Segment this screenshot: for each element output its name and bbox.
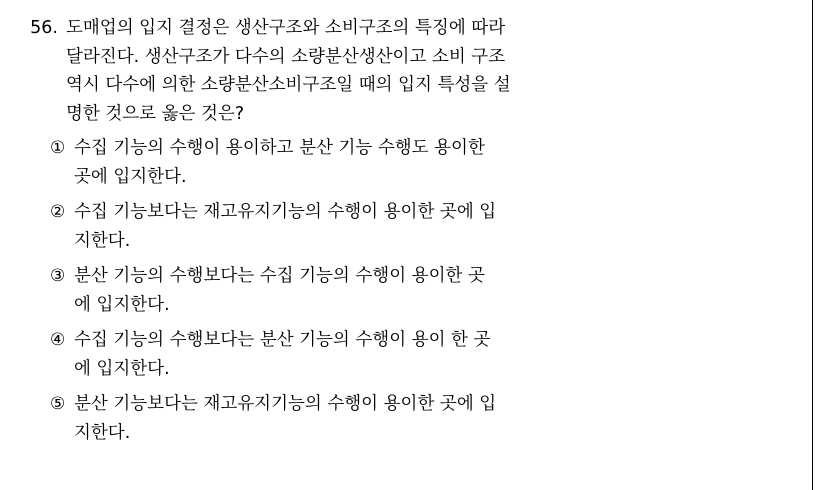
question-number: 56. (30, 18, 58, 38)
column-divider-rule (812, 0, 813, 490)
choice-list (18, 134, 798, 447)
choice-line: 수집 기능의 수행보다는 분산 기능의 수행이 용이 한 곳 (74, 330, 491, 350)
choice-line: 수집 기능의 수행이 용이하고 분산 기능 수행도 용이한 (74, 138, 485, 158)
question-stem-line: 명한 것으로 옳은 것은? (66, 103, 245, 124)
choice-marker: ② (50, 202, 66, 222)
choice-marker: ① (50, 138, 66, 158)
choice-option-2[interactable] (50, 198, 798, 255)
choice-text (74, 326, 798, 383)
choice-text (74, 390, 798, 447)
choice-option-3[interactable] (50, 262, 798, 319)
question-stem (58, 14, 798, 128)
choice-text (74, 262, 798, 319)
choice-line: 분산 기능의 수행보다는 수집 기능의 수행이 용이한 곳 (74, 266, 485, 286)
choice-line: 곳에 입지한다. (74, 166, 187, 187)
choice-text (74, 198, 798, 255)
choice-marker: ⑤ (50, 394, 66, 414)
choice-option-4[interactable] (50, 326, 798, 383)
choice-option-5[interactable] (50, 390, 798, 447)
choice-marker: ④ (50, 330, 66, 350)
choice-line: 지한다. (74, 422, 131, 443)
choice-text (74, 134, 798, 191)
question-block (18, 14, 798, 454)
choice-marker: ③ (50, 266, 66, 286)
question-stem-line: 도매업의 입지 결정은 생산구조와 소비구조의 특징에 따라 (66, 18, 506, 38)
choice-line: 분산 기능보다는 재고유지기능의 수행이 용이한 곳에 입 (74, 394, 497, 414)
choice-line: 에 입지한다. (74, 294, 170, 315)
question-stem-row (18, 14, 798, 128)
question-stem-line: 역시 다수에 의한 소량분산소비구조일 때의 입지 특성을 설 (66, 75, 511, 95)
choice-line: 지한다. (74, 230, 131, 251)
choice-line: 에 입지한다. (74, 358, 170, 379)
question-stem-line: 달라진다. 생산구조가 다수의 소량분산생산이고 소비 구조 (66, 46, 506, 67)
choice-line: 수집 기능보다는 재고유지기능의 수행이 용이한 곳에 입 (74, 202, 497, 222)
choice-option-1[interactable] (50, 134, 798, 191)
